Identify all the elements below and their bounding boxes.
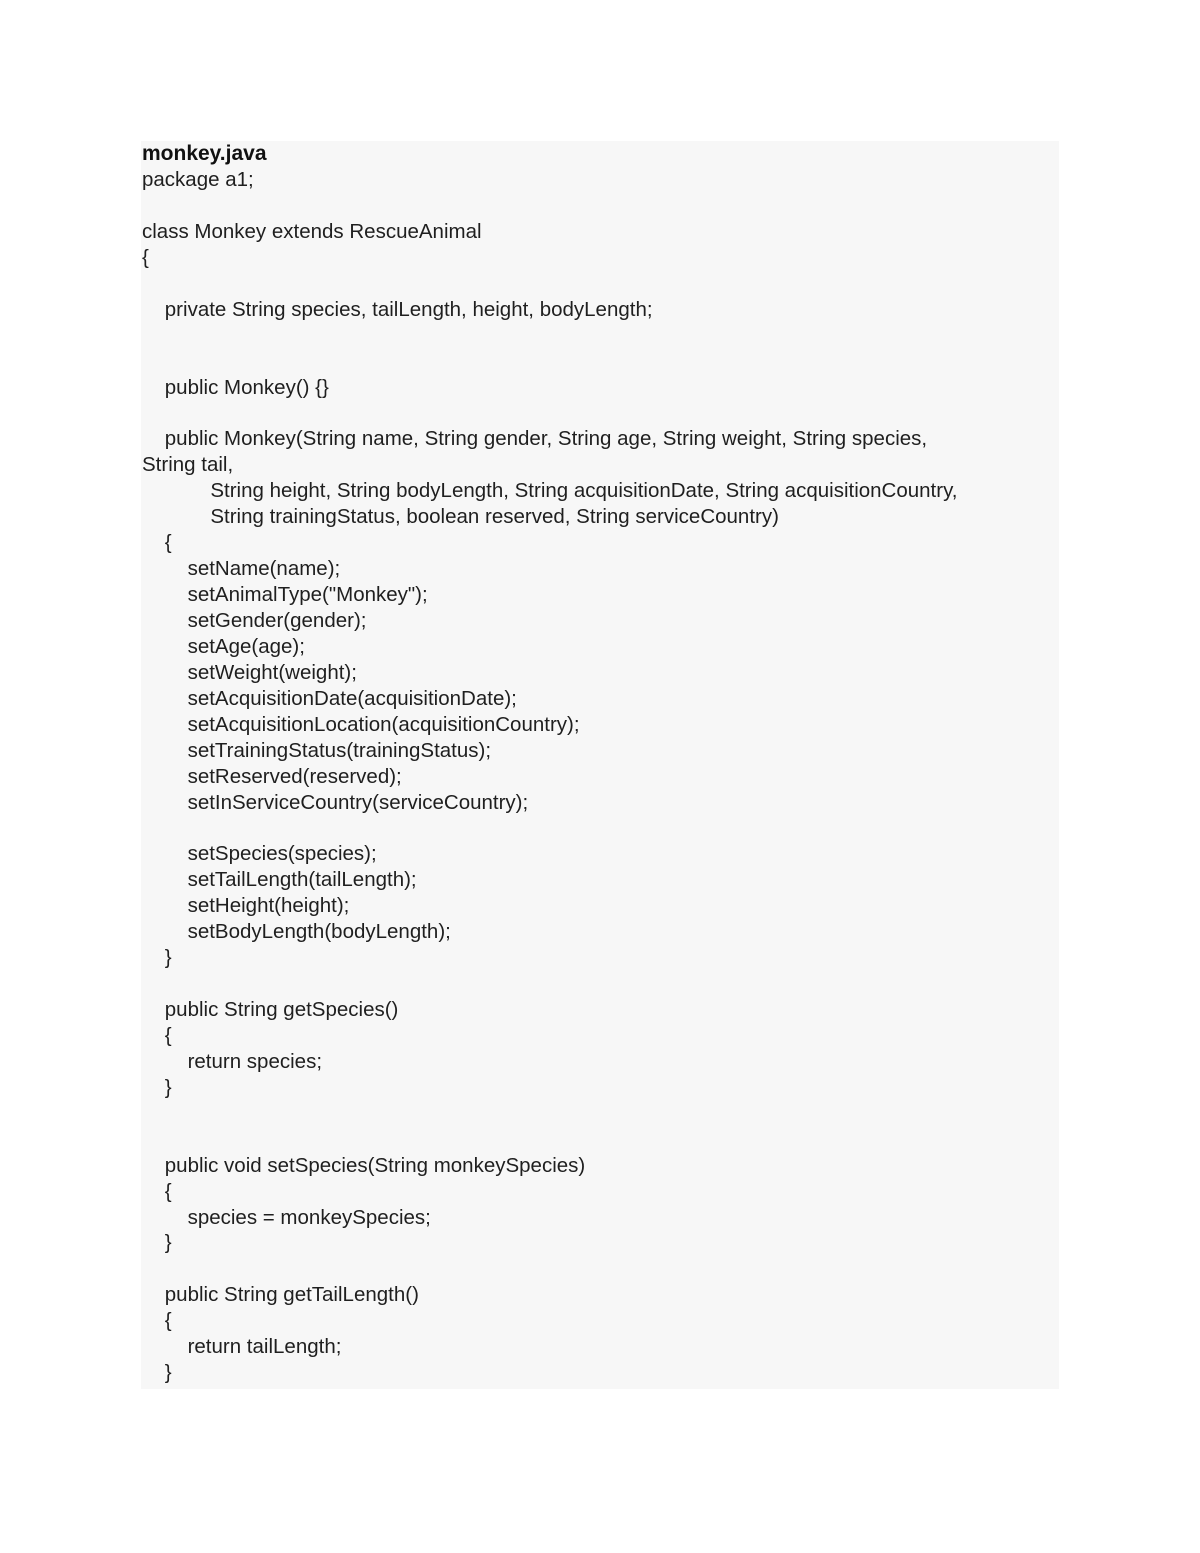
code-line — [142, 1256, 1058, 1282]
code-line: } — [142, 1075, 172, 1099]
code-line: public String getTailLength() — [142, 1283, 419, 1307]
code-line: setInServiceCountry(serviceCountry); — [142, 790, 529, 814]
code-line: species = monkeySpecies; — [142, 1205, 431, 1229]
code-line: { — [142, 245, 149, 269]
code-line: { — [142, 1309, 172, 1333]
code-line: setName(name); — [142, 557, 341, 581]
code-line: return species; — [142, 1049, 323, 1073]
code-line: public Monkey() {} — [142, 375, 329, 399]
document-title: monkey.java — [142, 142, 267, 165]
code-line: setTrainingStatus(trainingStatus); — [142, 738, 492, 762]
code-line — [142, 1101, 1058, 1127]
code-line: return tailLength; — [142, 1335, 342, 1359]
code-line — [142, 193, 1058, 219]
code-line: setAnimalType("Monkey"); — [142, 583, 428, 606]
code-line — [142, 815, 1058, 841]
code-line: setAge(age); — [142, 634, 305, 658]
code-line — [142, 971, 1058, 997]
code-block — [142, 167, 1058, 1386]
code-line — [142, 271, 1058, 297]
code-line — [142, 323, 1058, 349]
code-line: public void setSpecies(String monkeySpecies) — [142, 1153, 586, 1177]
code-line: } — [142, 946, 172, 970]
code-line: private String species, tailLength, height, bodyLength; — [142, 297, 653, 321]
code-line — [142, 400, 1058, 426]
code-line: { — [142, 1023, 172, 1047]
code-line: package a1; — [142, 168, 254, 191]
code-line: } — [142, 1361, 172, 1385]
code-line: public Monkey(String name, String gender, String age, String weight, String species, — [142, 427, 928, 451]
code-line: setReserved(reserved); — [142, 764, 402, 788]
code-line: setGender(gender); — [142, 608, 367, 632]
code-line: setAcquisitionDate(acquisitionDate); — [142, 686, 517, 710]
code-line: setAcquisitionLocation(acquisitionCountry); — [142, 712, 580, 736]
code-line: { — [142, 1179, 172, 1203]
code-line: String height, String bodyLength, String acquisitionDate, String acquisitionCountry, — [142, 479, 958, 503]
code-line: { — [142, 531, 172, 555]
code-line: setSpecies(species); — [142, 842, 377, 866]
code-line — [142, 349, 1058, 375]
code-line: setWeight(weight); — [142, 660, 357, 684]
code-line: setTailLength(tailLength); — [142, 868, 417, 892]
code-line: setBodyLength(bodyLength); — [142, 920, 451, 944]
code-line: String trainingStatus, boolean reserved, String serviceCountry) — [142, 505, 779, 529]
code-line: String tail, — [142, 453, 234, 477]
code-line: class Monkey extends RescueAnimal — [142, 219, 482, 243]
code-line: setHeight(height); — [142, 894, 350, 918]
code-line: public String getSpecies() — [142, 998, 399, 1021]
code-line: } — [142, 1231, 172, 1255]
code-line — [142, 1127, 1058, 1153]
